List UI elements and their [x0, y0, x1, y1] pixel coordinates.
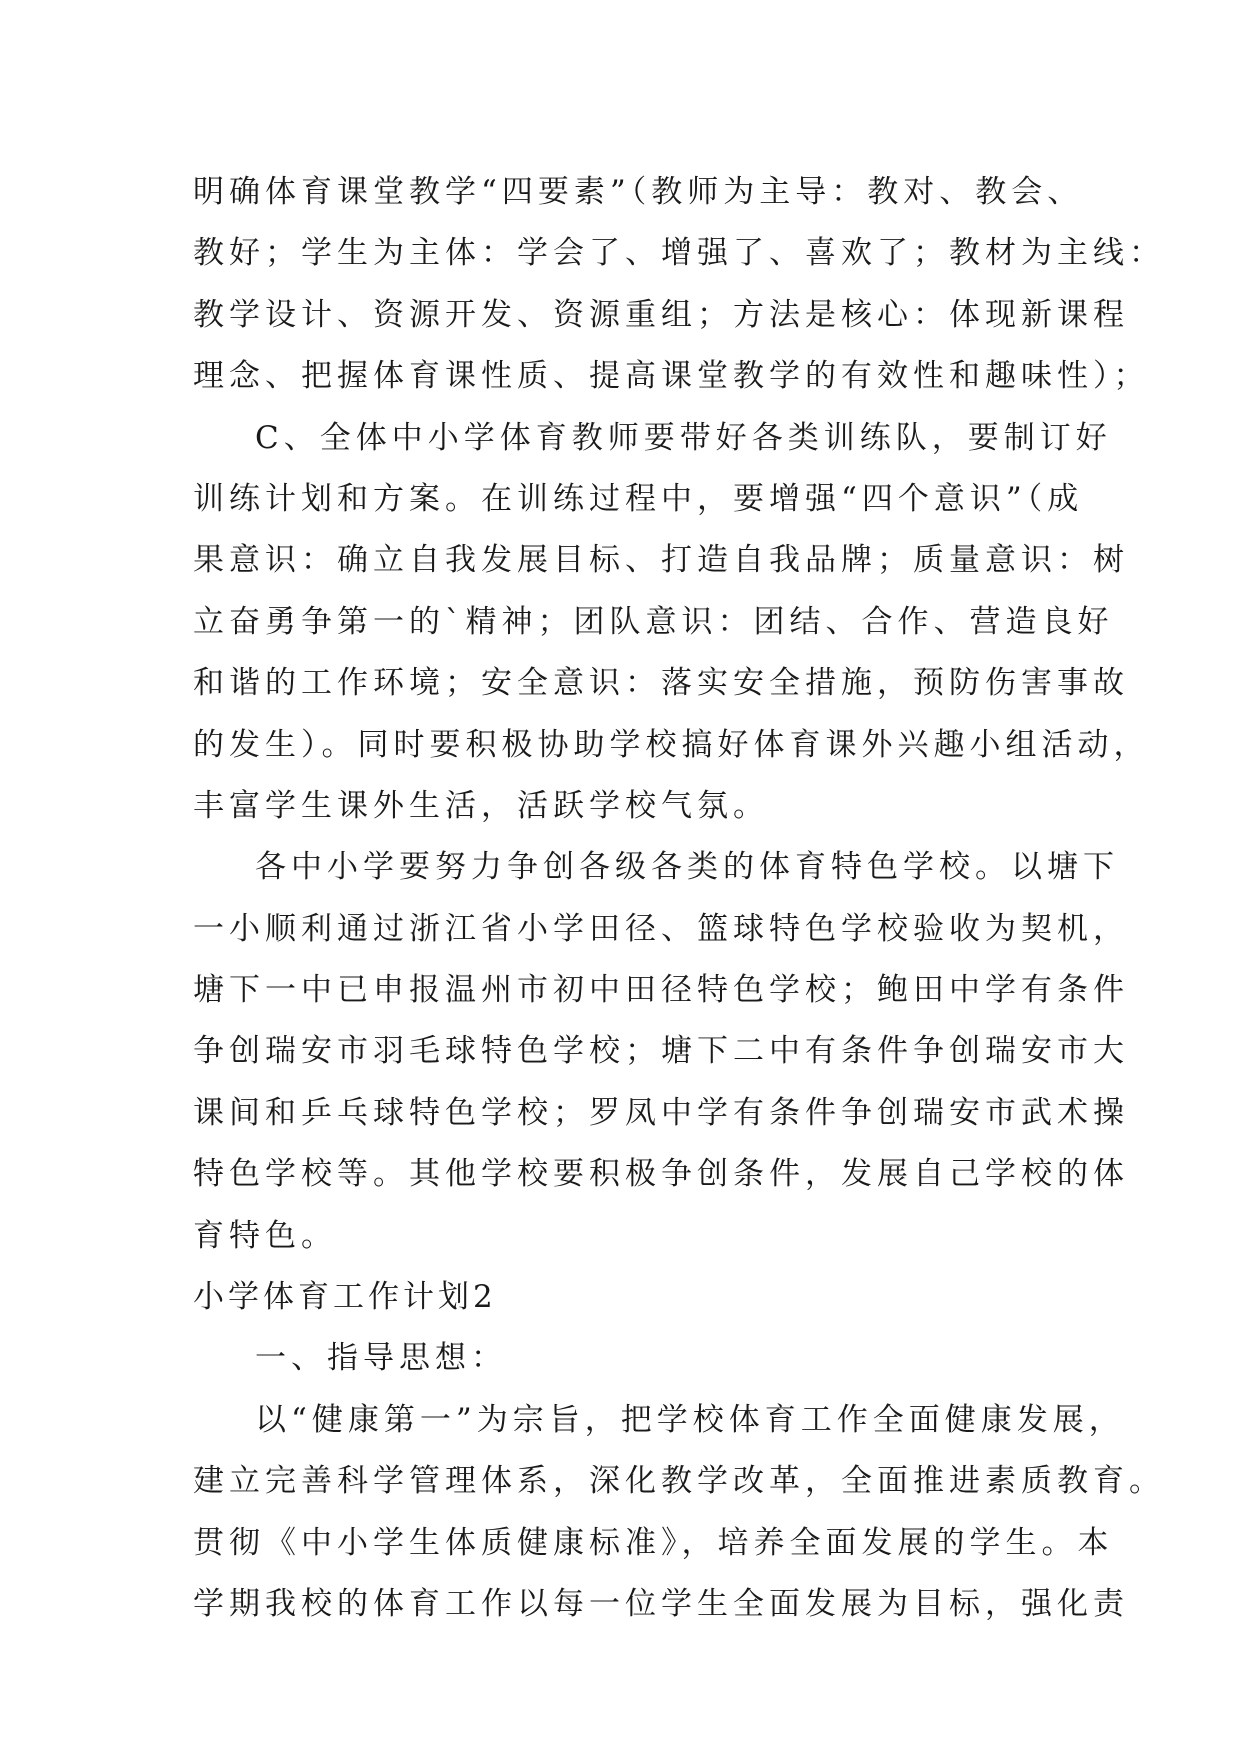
text-line: 一、指导思想： [255, 1340, 507, 1377]
text-line: 课间和乒乓球特色学校；罗凤中学有条件争创瑞安市武术操 [193, 1094, 1129, 1131]
text-line: 的发生）。同时要积极协助学校搞好体育课外兴趣小组活动， [193, 726, 1150, 763]
text-line: 各中小学要努力争创各级各类的体育特色学校。以塘下 [255, 849, 1119, 886]
text-line: 建立完善科学管理体系，深化教学改革，全面推进素质教育。 [193, 1463, 1165, 1500]
text-line: 训练计划和方案。在训练过程中，要增强“四个意识”（成 [193, 480, 1084, 517]
text-line: 教好；学生为主体：学会了、增强了、喜欢了；教材为主线： [193, 235, 1165, 272]
text-line: 明确体育课堂教学“四要素”（教师为主导：教对、教会、 [193, 174, 1084, 210]
document-body [193, 162, 1165, 1635]
text-line: 贯彻《中小学生体质健康标准》，培养全面发展的学生。本 [193, 1524, 1114, 1561]
text-line: 果意识：确立自我发展目标、打造自我品牌；质量意识：树 [193, 542, 1129, 579]
text-line: 育特色。 [193, 1217, 337, 1254]
text-line: C、全体中小学体育教师要带好各类训练队，要制订好 [255, 419, 1112, 456]
text-line: 和谐的工作环境；安全意识：落实安全措施，预防伤害事故 [193, 665, 1129, 702]
text-line: 教学设计、资源开发、资源重组；方法是核心：体现新课程 [193, 296, 1129, 333]
text-line: 理念、把握体育课性质、提高课堂教学的有效性和趣味性）； [193, 358, 1150, 395]
text-line: 特色学校等。其他学校要积极争创条件，发展自己学校的体 [193, 1156, 1129, 1193]
text-line: 学期我校的体育工作以每一位学生全面发展为目标，强化责 [193, 1585, 1129, 1622]
text-line: 立奋勇争第一的`精神；团队意识：团结、合作、营造良好 [193, 603, 1114, 640]
text-line: 争创瑞安市羽毛球特色学校；塘下二中有条件争创瑞安市大 [193, 1033, 1129, 1070]
text-line: 塘下一中已申报温州市初中田径特色学校；鲍田中学有条件 [193, 972, 1129, 1009]
text-line: 一小顺利通过浙江省小学田径、篮球特色学校验收为契机， [193, 910, 1129, 947]
section-heading: 小学体育工作计划2 [193, 1279, 497, 1316]
text-line: 丰富学生课外生活，活跃学校气氛。 [193, 787, 769, 824]
text-line: 以“健康第一”为宗旨，把学校体育工作全面健康发展， [255, 1401, 1125, 1438]
